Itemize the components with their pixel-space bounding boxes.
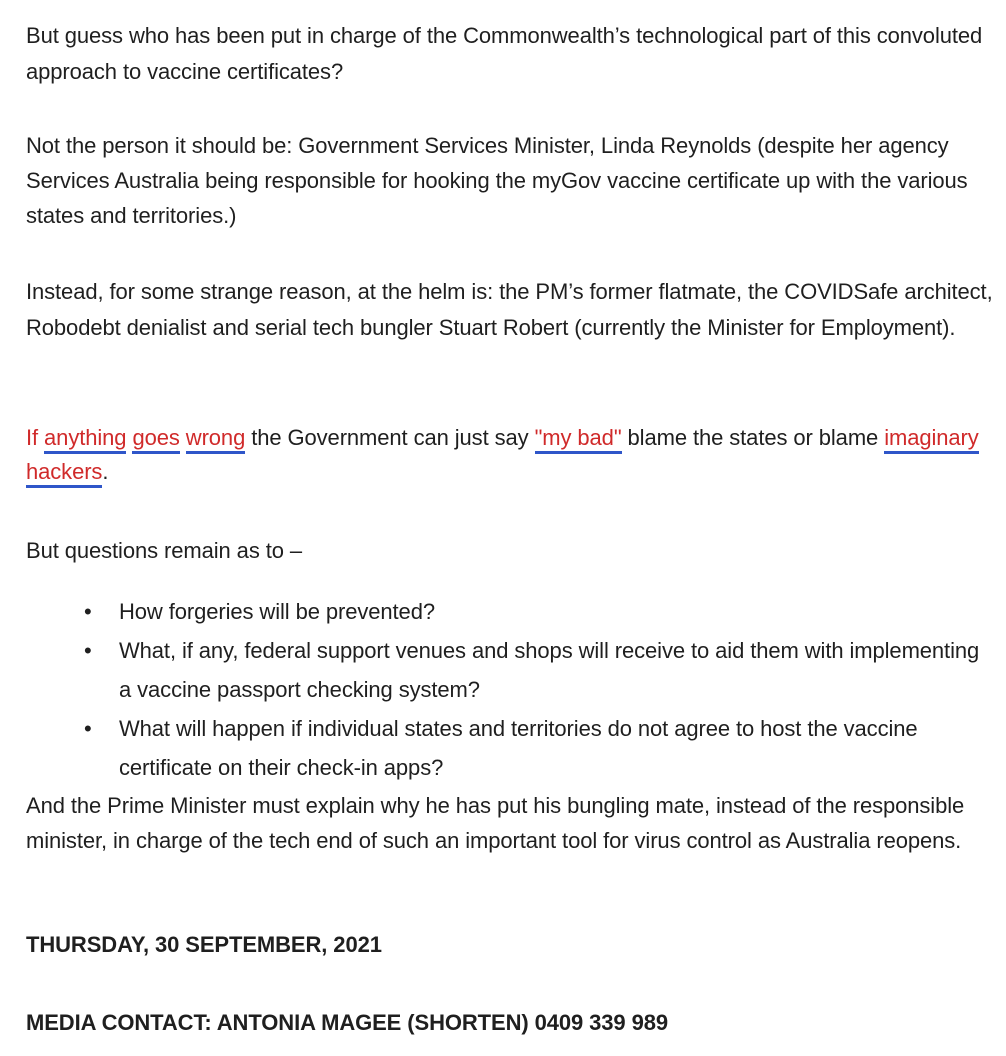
bullet-icon: • (84, 599, 92, 624)
media-contact: MEDIA CONTACT: ANTONIA MAGEE (SHORTEN) 0409 339 989 (26, 1010, 668, 1035)
para4-middle2-text: blame the states or blame (627, 425, 879, 450)
paragraph-questions-intro: But questions remain as to – (26, 538, 303, 563)
list-item (26, 592, 994, 631)
para4-end-text: . (102, 459, 109, 484)
paragraph-commonwealth-tech: But guess who has been put in charge of the Commonwealth’s technological part of this convoluted approach to vaccine certificates? (26, 23, 983, 84)
link-imaginary-hackers[interactable]: imaginary hackers (26, 425, 979, 488)
list-item-text: How forgeries will be prevented? (119, 599, 435, 624)
paragraph-linda-reynolds: Not the person it should be: Government Services Minister, Linda Reynolds (despite her agency Services Australia being responsible for hooking the myGov vaccine certificate up with the various states and territories.) (26, 133, 968, 228)
list-item-text: What will happen if individual states and territories do not agree to host the vaccine certificate on their check-in apps? (119, 716, 918, 780)
link-goes[interactable]: goes (132, 425, 179, 454)
questions-list (26, 592, 994, 787)
link-my-bad[interactable]: "my bad" (535, 425, 622, 454)
para4-middle-text: the Government can just say (251, 425, 529, 450)
link-anything[interactable]: anything (44, 425, 126, 454)
bullet-icon: • (84, 638, 92, 663)
paragraph-stuart-robert: Instead, for some strange reason, at the helm is: the PM’s former flatmate, the COVIDSafe architect, Robodebt denialist and serial tech bungler Stuart Robert (currently the Minister for Employment). (26, 279, 993, 340)
release-date: THURSDAY, 30 SEPTEMBER, 2021 (26, 932, 382, 957)
list-item (26, 709, 994, 787)
list-item-text: What, if any, federal support venues and shops will receive to aid them with implementing a vaccine passport checking system? (119, 638, 980, 702)
list-item (26, 631, 994, 709)
link-wrong[interactable]: wrong (186, 425, 245, 454)
if-text: If (26, 425, 39, 450)
paragraph-my-bad (26, 421, 994, 489)
bullet-icon: • (84, 716, 92, 741)
paragraph-prime-minister: And the Prime Minister must explain why he has put his bungling mate, instead of the responsible minister, in charge of the tech end of such an important tool for virus control as Australia reopens. (26, 793, 965, 853)
